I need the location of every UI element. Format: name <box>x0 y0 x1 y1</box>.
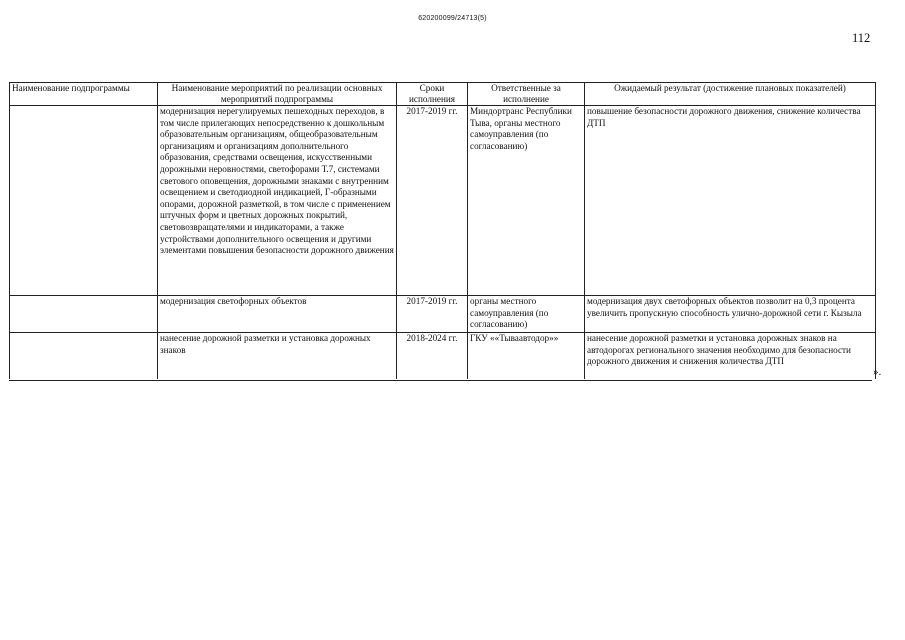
cell-subprogram <box>10 333 158 379</box>
cell-measure: модернизация светофорных объектов <box>158 296 397 333</box>
page-number: 112 <box>852 31 871 45</box>
header-responsible: Ответственные за исполнение <box>468 83 585 106</box>
document-id: 620200099/24713(5) <box>418 15 487 22</box>
cell-responsible: органы местного самоуправления (по согласованию) <box>468 296 585 333</box>
cell-measure: модернизация нерегулируемых пешеходных переходов, в том числе прилегающих непосредственно к дошкольным образовательным организациям, общеобразовательным организациям и организациям дополнительного образования, средствами освещения, искусственными дорожными неровностями, светофорами Т.7, системами светового оповещения, дорожными знаками с внутренним освещением и светодиодной индикацией, Г-образными опорами, дорожной разметкой, в том числе с применением штучных форм и цветных дорожных покрытий, световозвращателями и индикаторами, а также устройствами дополнительного освещения и другими элементами повышения безопасности дорожного движения <box>158 106 397 296</box>
cell-subprogram <box>10 106 158 296</box>
cell-result: модернизация двух светофорных объектов позволит на 0,3 процента увеличить пропускную способность улично-дорожной сети г. Кызыла <box>585 296 876 333</box>
table-row <box>10 333 876 379</box>
cell-result: повышение безопасности дорожного движения, снижение количества ДТП <box>585 106 876 296</box>
table-header-row <box>10 83 876 106</box>
cell-responsible: Миндортранс Республики Тыва, органы местного самоуправления (по согласованию) <box>468 106 585 296</box>
measures-table <box>9 82 876 379</box>
cell-responsible: ГКУ ««Тываавтодор»» <box>468 333 585 379</box>
header-measures: Наименование мероприятий по реализации основных мероприятий подпрограммы <box>158 83 397 106</box>
cell-timing: 2018-2024 гг. <box>397 333 468 379</box>
cell-subprogram <box>10 296 158 333</box>
header-result: Ожидаемый результат (достижение плановых показателей) <box>585 83 876 106</box>
closing-quote-mark: ». <box>873 366 882 378</box>
cell-timing: 2017-2019 гг. <box>397 296 468 333</box>
cell-result: нанесение дорожной разметки и установка дорожных знаков на автодорогах регионального значения необходимо для безопасности дорожного движения и снижения количества ДТП <box>585 333 876 379</box>
table-bottom-rule <box>9 380 872 381</box>
cell-measure: нанесение дорожной разметки и установка дорожных знаков <box>158 333 397 379</box>
table-row <box>10 106 876 296</box>
header-subprogram: Наименование подпрограммы <box>10 83 158 106</box>
header-timing: Сроки исполнения <box>397 83 468 106</box>
table-row <box>10 296 876 333</box>
cell-timing: 2017-2019 гг. <box>397 106 468 296</box>
